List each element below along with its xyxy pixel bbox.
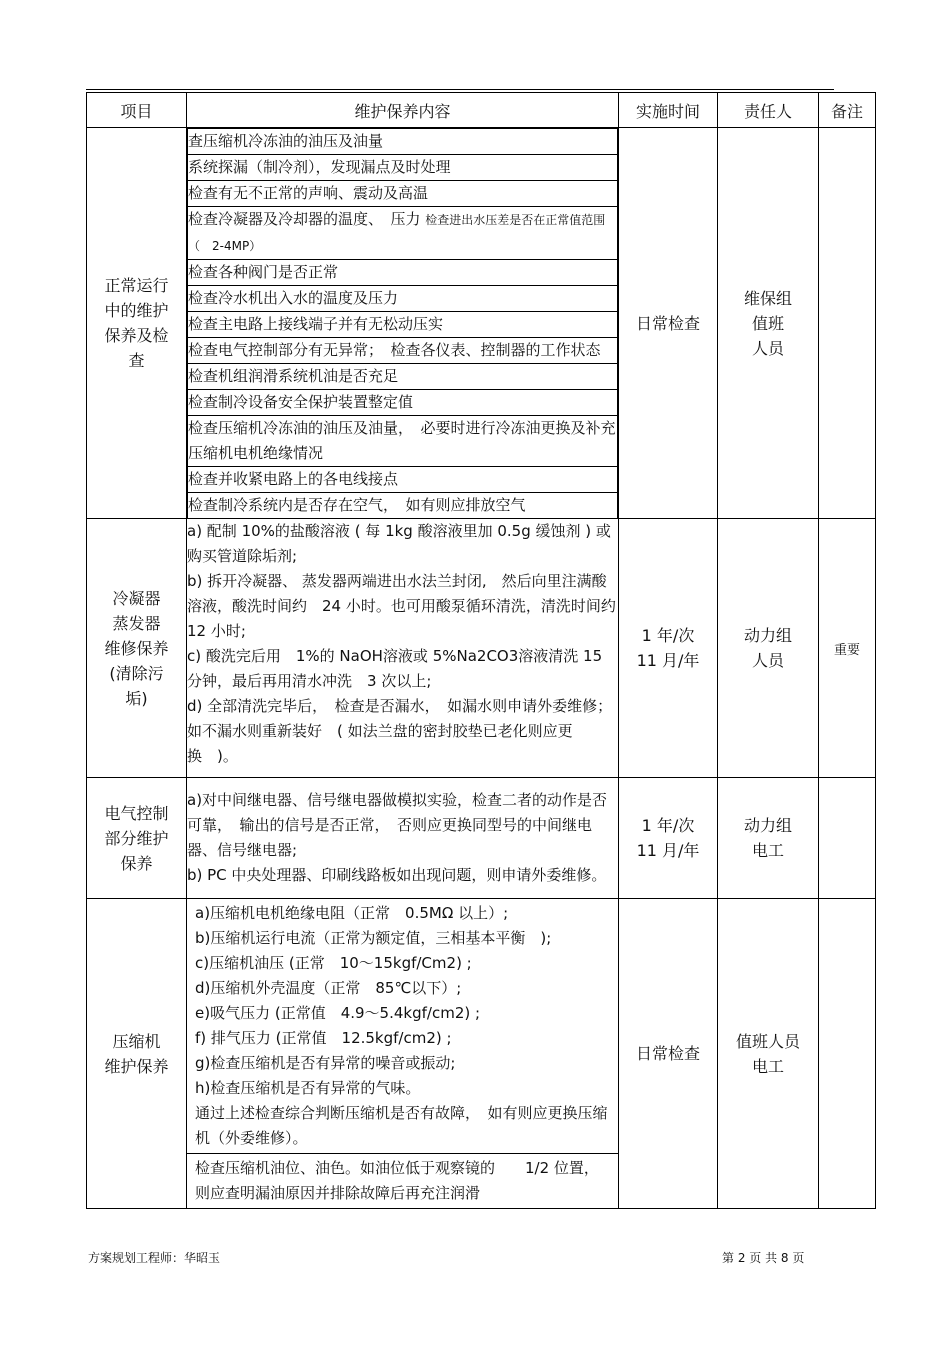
person-cell: [718, 128, 819, 519]
project-cell: [87, 519, 187, 778]
note-cell: 重要: [819, 519, 876, 778]
content-cell: [187, 519, 631, 778]
procedure-step: d) 全部清洗完毕后， 检查是否漏水， 如漏水则申请外委维修；如不漏水则重新装好 ( 如法兰盘的密封胶垫已老化则应更换 )。: [187, 697, 613, 765]
checklist-item: 检查机组润滑系统机油是否充足: [188, 364, 618, 390]
time-line: 1 年/次: [641, 816, 695, 835]
checklist: [187, 128, 618, 518]
project-line: 保养: [120, 853, 153, 873]
section-electrical-control: [87, 778, 876, 899]
project-line: 正常运行: [104, 276, 169, 295]
person-cell: [718, 778, 819, 899]
person-line: 值班: [751, 313, 784, 333]
oil-level-check: 检查压缩机油位、油色。如油位低于观察镜的 1/2 位置，则应查明漏油原因并排除故障后再充注润滑: [195, 1159, 599, 1202]
time-cell: [619, 778, 718, 899]
checklist-item: 检查压缩机冷冻油的油压及油量， 必要时进行冷冻油更换及补充压缩机电机绝缘情况: [188, 416, 618, 467]
person-line: 电工: [751, 1056, 784, 1076]
header-person: 责任人: [718, 93, 819, 128]
section-normal-operation: [87, 128, 876, 519]
project-cell: [87, 128, 187, 519]
project-cell: [87, 899, 187, 1209]
note-cell: [819, 899, 876, 1209]
content-cell: [187, 128, 619, 519]
compressor-checks: [187, 899, 618, 1154]
note-cell: [819, 778, 876, 899]
time-cell: [619, 899, 718, 1209]
header-time: 实施时间: [619, 93, 718, 128]
checklist-item-main: 检查冷凝器及冷却器的温度、 压力: [188, 210, 421, 228]
header-content: 维护保养内容: [187, 93, 619, 128]
checklist-item: 检查并收紧电路上的各电线接点: [188, 467, 618, 493]
procedure-step: c)压缩机油压 (正常 10～15kgf/Cm2) ;: [195, 954, 472, 972]
procedure-step: d)压缩机外壳温度（正常 85℃以下）;: [195, 979, 462, 997]
person-line: 维保组: [743, 288, 792, 308]
procedure-step: a)对中间继电器、信号继电器做模拟实验，检查二者的动作是否可靠， 输出的信号是否正常， 否则应更换同型号的中间继电器、信号继电器;: [187, 791, 608, 859]
time-cell: [619, 519, 718, 778]
project-line: 中的维护: [104, 301, 169, 320]
maintenance-table: [86, 92, 876, 1209]
project-line: 垢): [125, 688, 148, 708]
time-line: 11 月/年: [636, 651, 700, 670]
project-line: 维修保养: [104, 638, 169, 658]
person-line: 人员: [751, 338, 784, 358]
note-cell: [819, 128, 876, 519]
checklist-item: 检查电气控制部分有无异常； 检查各仪表、控制器的工作状态: [188, 338, 618, 364]
project-line: 电气控制: [104, 803, 169, 823]
procedure-step: b) PC 中央处理器、印刷线路板如出现问题，则申请外委维修。: [187, 866, 607, 884]
procedure-step: f) 排气压力 (正常值 12.5kgf/cm2) ;: [195, 1029, 452, 1047]
procedure-step: 通过上述检查综合判断压缩机是否有故障， 如有则应更换压缩机（外委维修）。: [195, 1104, 608, 1147]
time-line: 日常检查: [635, 1044, 700, 1063]
project-line: 冷凝器: [112, 588, 161, 608]
checklist-item: 检查各种阀门是否正常: [188, 260, 618, 286]
header-row: [87, 93, 876, 128]
procedure-step: b) 拆开冷凝器、 蒸发器两端进出水法兰封闭, 然后向里注满酸溶液，酸洗时间约 24 小时。也可用酸泵循环清洗，清洗时间约 12 小时;: [187, 572, 631, 640]
project-line: (清除污: [109, 663, 164, 683]
person-line: 人员: [751, 651, 784, 670]
project-line: 压缩机: [112, 1031, 161, 1051]
checklist-item: 检查主电路上接线端子并有无松动压实: [188, 312, 618, 338]
project-line: 保养及检: [104, 326, 169, 345]
section-compressor: [87, 899, 876, 1209]
section-condenser-evaporator: [87, 519, 876, 778]
person-line: 电工: [751, 841, 784, 860]
project-line: 蒸发器: [112, 613, 161, 633]
project-line: 部分维护: [104, 828, 169, 848]
project-line: 维护保养: [104, 1056, 169, 1076]
footer-page-number: 第 2 页 共 8 页: [722, 1251, 805, 1265]
time-line: 11 月/年: [636, 841, 700, 860]
header-project: 项目: [87, 93, 187, 128]
procedure-step: a) 配制 10%的盐酸溶液 ( 每 1kg 酸溶液里加 0.5g 缓蚀剂 ) 或购买管道除垢剂;: [187, 522, 611, 565]
procedure-step: a)压缩机电机绝缘电阻（正常 0.5MΩ 以上）;: [195, 904, 509, 922]
checklist-item: 检查有无不正常的声响、震动及高温: [188, 181, 618, 207]
person-line: 值班人员: [735, 1031, 800, 1051]
person-line: 动力组: [743, 816, 792, 835]
procedure-step: h)检查压缩机是否有异常的气味。: [195, 1079, 421, 1097]
project-line: 查: [128, 351, 145, 370]
time-line: 日常检查: [635, 313, 700, 333]
checklist-item: 检查制冷设备安全保护装置整定值: [188, 390, 618, 416]
checklist-item: 查压缩机冷冻油的油压及油量: [188, 129, 618, 155]
procedure-step: c) 酸洗完后用 1%的 NaOH溶液或 5%Na2CO3溶液清洗 15 分钟，最后再用清水冲洗 3 次以上;: [187, 647, 603, 690]
person-cell: [718, 899, 819, 1209]
header-note: 备注: [819, 93, 876, 128]
person-cell: [718, 519, 819, 778]
checklist-item: 检查冷水机出入水的温度及压力: [188, 286, 618, 312]
project-cell: [87, 778, 187, 899]
top-rule: [86, 89, 834, 90]
checklist-item: 检查制冷系统内是否存在空气， 如有则应排放空气: [188, 493, 618, 519]
procedure-step: g)检查压缩机是否有异常的噪音或振动;: [195, 1054, 456, 1072]
footer-author: 方案规划工程师：华昭玉: [88, 1251, 221, 1265]
checklist-item: [188, 207, 618, 260]
person-line: 动力组: [743, 626, 792, 645]
checklist-item-sub: 检查进出水压差是否在正常值范围（ 2-4MP）: [188, 213, 606, 253]
time-line: 1 年/次: [641, 626, 695, 645]
procedure-step: e)吸气压力 (正常值 4.9～5.4kgf/cm2) ;: [195, 1004, 481, 1022]
time-cell: [619, 128, 718, 519]
procedure-step: b)压缩机运行电流（正常为额定值，三相基本平衡 );: [195, 929, 552, 947]
content-cell: [187, 778, 619, 899]
content-cell: [187, 899, 619, 1209]
checklist-item: 系统探漏（制冷剂），发现漏点及时处理: [188, 155, 618, 181]
